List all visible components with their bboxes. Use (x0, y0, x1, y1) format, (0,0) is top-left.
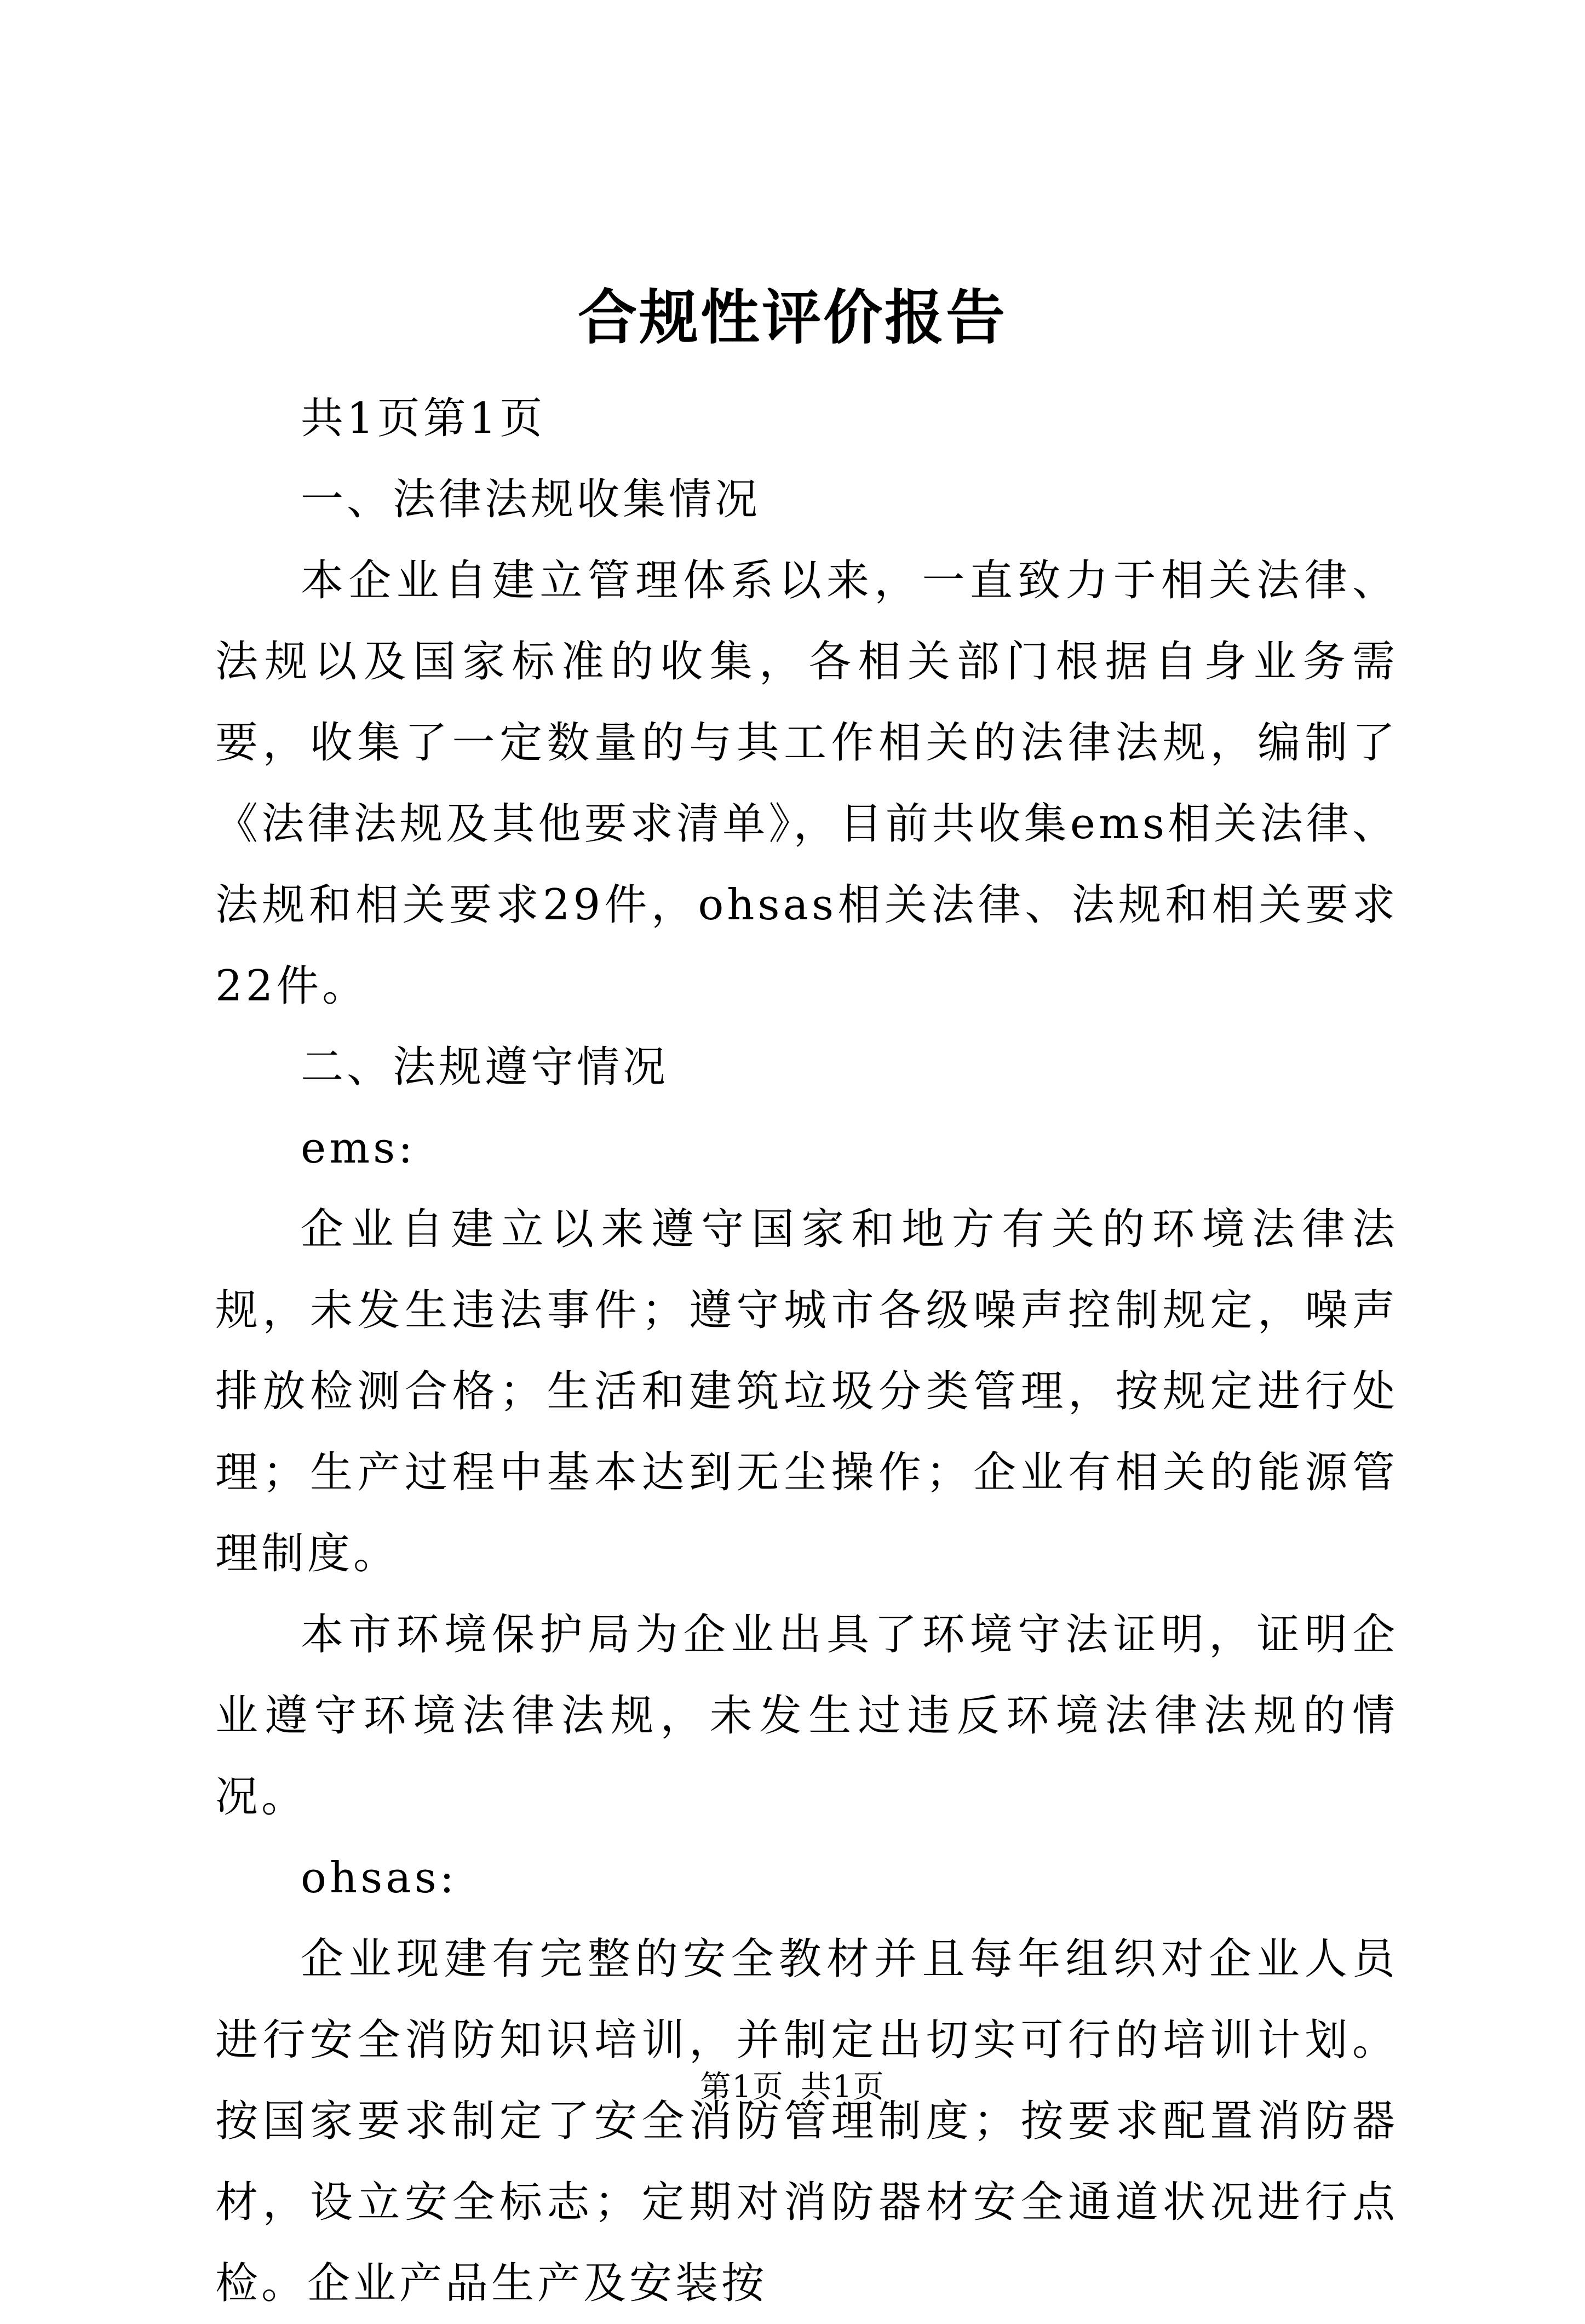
body-paragraph: 企业现建有完整的安全教材并且每年组织对企业人员进行安全消防知识培训，并制定出切实可行的培训计划。按国家要求制定了安全消防管理制度；按要求配置消防器材，设立安全标志；定期对消防器材安全通道状况进行点检。企业产品生产及安装按 (215, 1934, 1398, 2308)
section-heading-1: 一、法律法规收集情况 (301, 475, 761, 524)
subheading-ohsas: ohsas: (301, 1853, 458, 1903)
body-paragraph: 本企业自建立管理体系以来，一直致力于相关法律、法规以及国家标准的收集，各相关部门根据自身业务需要，收集了一定数量的与其工作相关的法律法规，编制了《法律法规及其他要求清单》，目前共收集ems相关法律、法规和相关要求29件，ohsas相关法律、法规和相关要求22件。 (215, 556, 1398, 1011)
subheading-ems: ems: (301, 1124, 416, 1173)
page-count-line: 共1页第1页 (301, 394, 546, 443)
page-footer (0, 2065, 1585, 2109)
body-paragraph: 企业自建立以来遵守国家和地方有关的环境法律法规，未发生违法事件；遵守城市各级噪声控制规定，噪声排放检测合格；生活和建筑垃圾分类管理，按规定进行处理；生产过程中基本达到无尘操作；企业有相关的能源管理制度。 (215, 1205, 1398, 1578)
body-paragraph: 本市环境保护局为企业出具了环境守法证明，证明企业遵守环境法律法规，未发生过违反环境法律法规的情况。 (215, 1610, 1398, 1822)
footer-page-current: 第1页 (700, 2069, 784, 2105)
section-heading-2: 二、法规遵守情况 (301, 1043, 669, 1092)
document-title: 合规性评价报告 (577, 283, 1007, 352)
document-body (215, 378, 1398, 2324)
footer-page-total: 共1页 (801, 2069, 885, 2105)
